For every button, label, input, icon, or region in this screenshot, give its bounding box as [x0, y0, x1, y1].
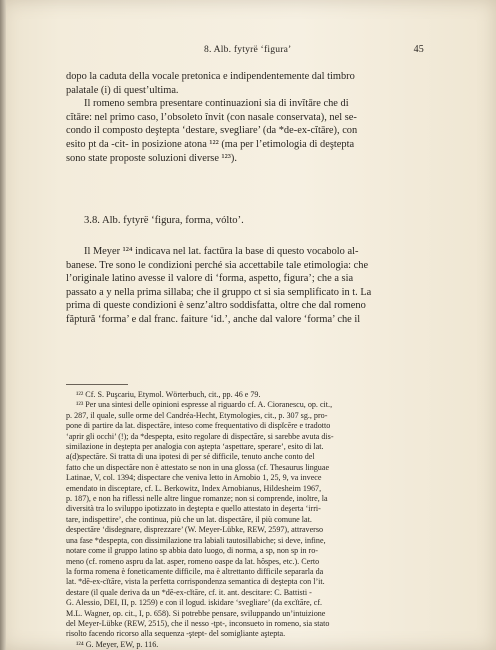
footnote-line: emendato in disceptare, cf. L. Berkowitz, Index Arnobianus, Hildesheim 1967,	[66, 483, 322, 493]
footnote-line: Latinae, V, col. 1394; dispectare che veniva letto in Arnobio 1, 25, 9, va invece	[66, 473, 322, 483]
paragraph-line: l’originale latino avesse il valore di ‘forma, aspetto, figura’; che a sia	[66, 273, 354, 285]
footnote-line: M.L. Wagner, op. cit., I, p. 658). Si potrebbe pensare, sviluppando un’intuizione	[66, 608, 326, 618]
footnote-line: fatto che un dispectāre non è attestato se non in una glossa (cf. Thesaurus linguae	[66, 462, 330, 472]
paragraph-line: Il Meyer ¹²⁴ indicava nel lat. factūra la base di questo vocabolo al-	[84, 246, 359, 257]
footnote-line: a(d)spectāre. Si tratta di una ipotesi di per sé difficile, tenuto anche conto del	[66, 452, 315, 462]
paragraph-line: sono state proposte soluzioni diverse ¹²³).	[66, 152, 237, 164]
footnote-line: ¹²³ Per una sintesi delle opinioni espresse al riguardo cf. A. Cioranescu, op. cit.,	[76, 400, 333, 410]
page-number: 45	[413, 44, 424, 55]
body-text-bottom	[66, 245, 426, 327]
footnote-line: p. 287, il quale, sulle orme del Candréa-Hecht, Etymologies, cit., p. 307 sg., pro-	[66, 410, 328, 420]
footnote-line: similazione in deştepta per analogia con aştepta ‘aspettare, sperare’, esito di lat.	[66, 442, 324, 452]
section-heading: 3.8. Alb. fytyrë ‘figura, forma, vólto’.	[84, 215, 244, 226]
footnote-line: pone di partire da lat. dispectāre, inteso come frequentativo di dispĭcĕre e tradotto	[66, 421, 331, 431]
footnote-line: p. 187), e non ha riflessi nelle altre lingue romanze; non si comprende, inoltre, la	[66, 494, 328, 504]
body-text-top	[66, 70, 426, 165]
paragraph-line: banese. Tre sono le condizioni perché sia accettabile tale etimologia: che	[66, 259, 369, 271]
footnote-line: la forma romena è foneticamente difficile, ma è altrettanto difficile separarla da	[66, 566, 324, 576]
page-gutter	[0, 0, 6, 650]
paragraph-line: condo il composto deştepta ‘destare, svegliare’ (da *de-ex-cĭtāre), con	[66, 125, 358, 137]
footnote-line: meno (cf. romeno aspru da lat. asper, romeno oaspe da lat. hŏspes, etc.). Certo	[66, 556, 320, 566]
paragraph-line: prima di queste condizioni è senz’altro soddisfatta, oltre che dal romeno	[66, 300, 366, 312]
footnote-separator	[66, 384, 128, 385]
footnote-123	[66, 400, 426, 639]
footnote-line: tare, indispettire’, che continua, più che un lat. dispectāre, il più comune lat.	[66, 514, 312, 524]
footnote-line: lat. *dē-ex-cĭtāre, vista la perfetta corrispondenza semantica di deştepta con l’it.	[66, 577, 325, 587]
footnote-line: destare (il quale deriva da un *dē-ex-cĭtāre, cf. it. ant. descitare: C. Battisti -	[66, 587, 312, 597]
footnote-line: una fase *despepta, con dissimilazione tra labiali tautosillabiche; si deve, infine,	[66, 535, 326, 545]
running-head-title: 8. Alb. fytyrë ‘figura’	[204, 44, 292, 55]
footnote-line: ‘aprir gli occhi’ (!); da *despepta, esito regolare di dispectāre, si sarebbe avuta dis-	[66, 431, 334, 441]
paragraph-line: palatale (i) di quest’ultima.	[66, 84, 179, 96]
footnote-line: despectāre ‘disdegnare, disprezzare’ (W. Meyer-Lübke, REW, 2597), attraverso	[66, 525, 324, 535]
footnote-line: diversità tra lo sviluppo ipotizzato in deştepta e quello attestato in deşerta ‘irri-	[66, 504, 321, 514]
footnote-line: G. Alessio, DEI, II, p. 1259) e con il logud. iskidare ‘svegliare’ (da excĭtāre, cf.	[66, 598, 323, 608]
footnote-122: ¹²² Cf. S. Puşcariu, Etymol. Wörterbuch, cit., pp. 46 e 79.	[76, 390, 261, 399]
footnote-line: del Meyer-Lübke (REW, 2515), che il nesso -ṭpt-, inconsueto in romeno, sia stato	[66, 618, 330, 628]
footnote-124: ¹²⁴ G. Meyer, EW, p. 116.	[76, 639, 159, 649]
paragraph-line: cĭtāre: nel primo caso, l’obsoleto învit (con nasale conservata), nel se-	[66, 111, 357, 123]
paragraph-line: dopo la caduta della vocale pretonica e indipendentemente dal timbro	[66, 71, 355, 82]
footnotes	[66, 390, 426, 650]
paragraph-line: esito pt da -cit- in posizione atona ¹²² (ma per l’etimologia di deştepta	[66, 138, 355, 150]
paragraph-line: Il romeno sembra presentare continuazioni sia di invĭtāre che di	[84, 98, 349, 110]
footnote-line: notare come il gruppo latino sp abbia dato luogo, di norma, a sp, non sp in ro-	[66, 546, 318, 556]
paragraph-line: făptură ‘forma’ e dal franc. faiture ‘id.’, anche dal valore ‘forma’ che il	[66, 313, 361, 325]
footnote-line: risolto facendo ricorso alla sequenza -ştept- del somigliante aştepta.	[66, 629, 286, 639]
paragraph-line: passato a y nella prima sillaba; che il gruppo ct si sia semplificato in t. La	[66, 286, 372, 298]
